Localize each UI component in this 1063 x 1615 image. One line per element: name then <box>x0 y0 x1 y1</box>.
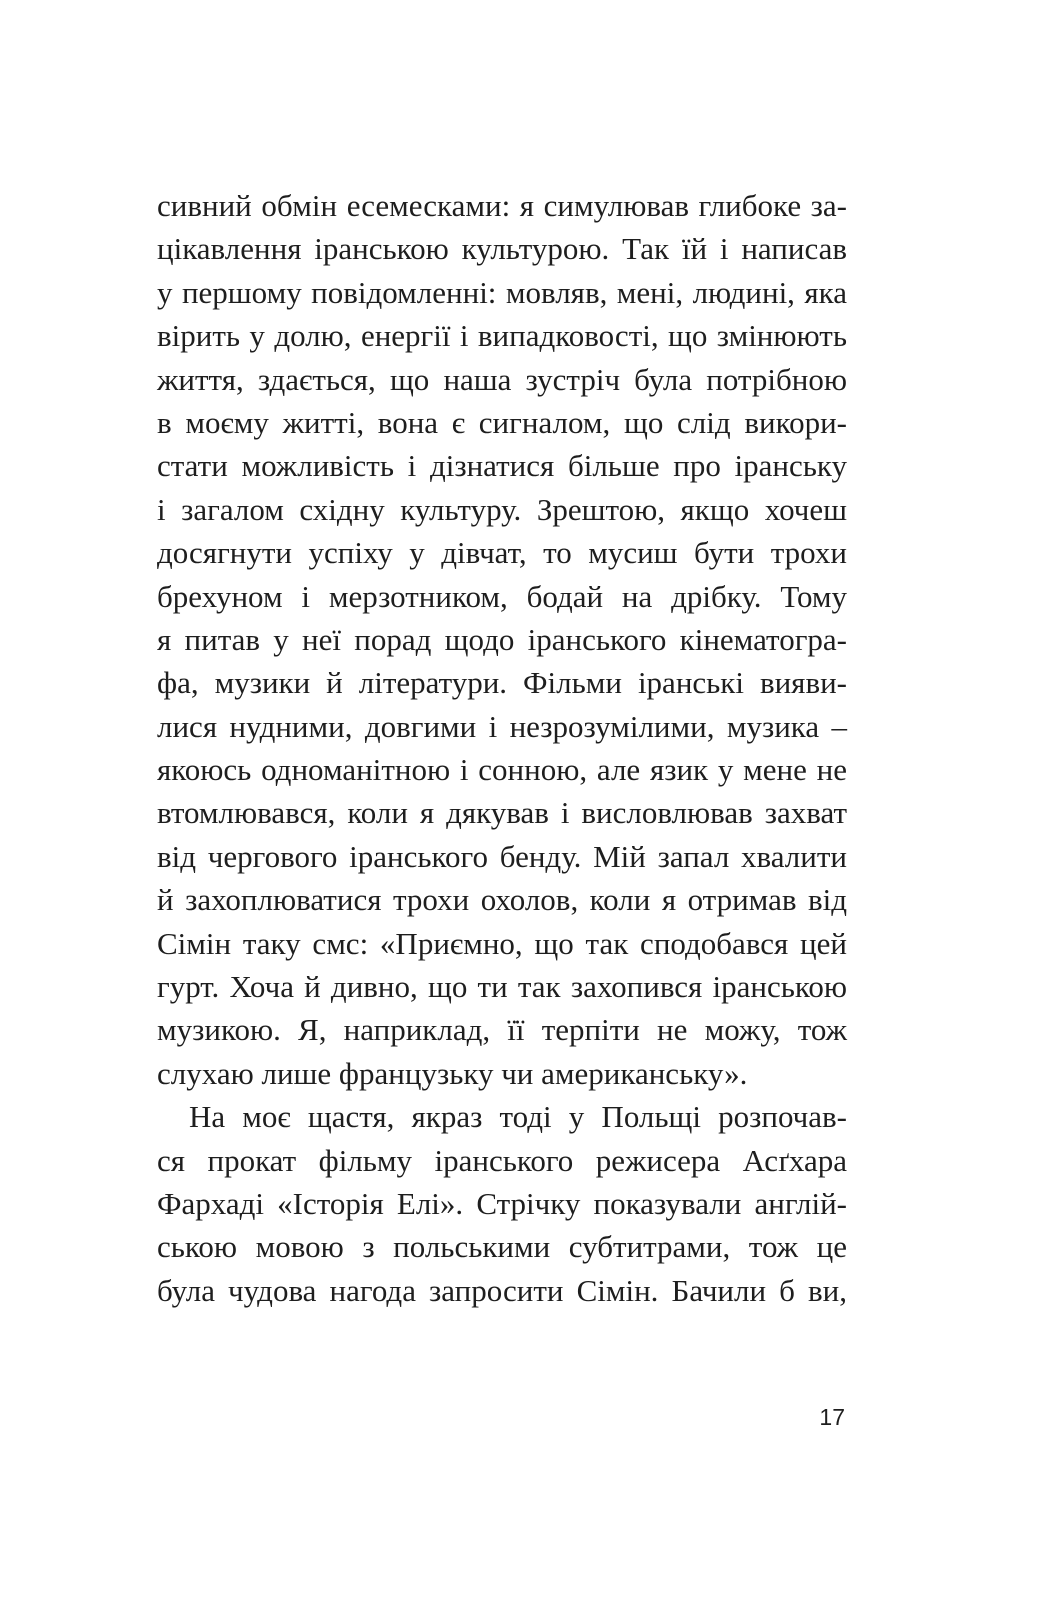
paragraph <box>157 184 847 1095</box>
text-line: фа, музики й літератури. Фільми іранські вияви- <box>157 665 847 701</box>
text-line: і загалом східну культуру. Зрештою, якщо хочеш <box>157 491 847 527</box>
text-line: сивний обмін есемесками: я симулював глибоке за- <box>157 188 847 223</box>
text-line: життя, здається, що наша зустріч була потрібною <box>157 361 847 397</box>
paragraph <box>157 1095 847 1312</box>
text-line: слухаю лише французьку чи американську». <box>157 1055 748 1091</box>
text-line: у першому повідомленні: мовляв, мені, людині, яка <box>157 274 847 310</box>
text-line: гурт. Хоча й дивно, що ти так захопився іранською <box>157 969 847 1005</box>
text-line: досягнути успіху у дівчат, то мусиш бути трохи <box>157 535 847 571</box>
text-line: я питав у неї порад щодо іранського кінематогра- <box>157 621 847 657</box>
text-line: якоюсь одноманітною і сонною, але язик у мене не <box>157 752 847 788</box>
text-line: Сімін таку смс: «Приємно, що так сподобався цей <box>157 925 847 961</box>
text-line: цікавлення іранською культурою. Так їй і написав <box>157 231 847 267</box>
text-line: в моєму житті, вона є сигналом, що слід викори- <box>157 404 847 440</box>
body-text <box>157 184 847 1312</box>
text-line: втомлювався, коли я дякував і висловлював захват <box>157 795 847 831</box>
text-line: лися нудними, довгими і незрозумілими, музика – <box>157 708 847 744</box>
text-line: була чудова нагода запросити Сімін. Бачили б ви, <box>157 1272 847 1308</box>
text-line: від чергового іранського бенду. Мій запал хвалити <box>157 838 847 874</box>
text-line: музикою. Я, наприклад, її терпіти не можу, тож <box>157 1012 847 1048</box>
text-line: Фархаді «Історія Елі». Стрічку показували англій- <box>157 1185 847 1221</box>
text-line: стати можливість і дізнатися більше про іранську <box>157 448 847 484</box>
text-line: вірить у долю, енергії і випадковості, що змінюють <box>157 318 847 354</box>
text-line: ся прокат фільму іранського режисера Асґхара <box>157 1142 847 1178</box>
text-line: На моє щастя, якраз тоді у Польщі розпочав- <box>189 1099 847 1135</box>
page-number: 17 <box>819 1404 845 1430</box>
text-line: й захоплюватися трохи охолов, коли я отримав від <box>157 882 847 918</box>
text-line: ською мовою з польськими субтитрами, тож це <box>157 1229 847 1265</box>
text-line: брехуном і мерзотником, бодай на дрібку. Тому <box>157 578 847 614</box>
